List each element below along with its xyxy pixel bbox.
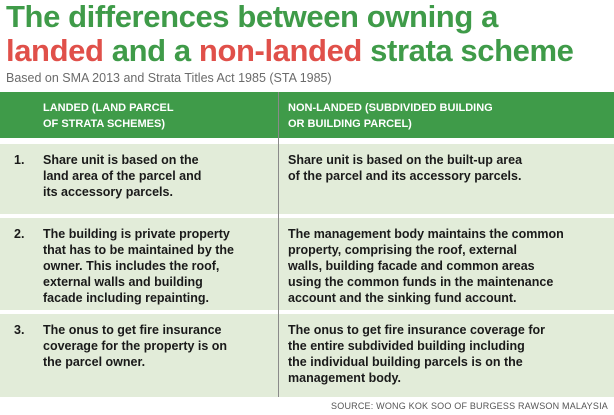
text-line: The onus to get fire insurance [43, 323, 222, 337]
text-line: its accessory parcels. [43, 185, 173, 199]
row-non-landed-text [288, 322, 608, 386]
text-line: The building is private property [43, 227, 230, 241]
title-word-rest: strata scheme [361, 33, 574, 68]
text-line: Share unit is based on the built-up area [288, 153, 523, 167]
header-landed [43, 100, 263, 132]
table-row [0, 144, 614, 214]
text-line: The management body maintains the common [288, 227, 564, 241]
infographic-title [6, 0, 612, 68]
column-divider [278, 92, 279, 397]
row-number: 2. [14, 227, 25, 241]
header-non-landed-line-2: OR BUILDING PARCEL) [288, 118, 412, 130]
header-landed-line-1: LANDED (LAND PARCEL [43, 102, 174, 114]
text-line: account and the sinking fund account. [288, 291, 517, 305]
text-line: Share unit is based on the [43, 153, 199, 167]
text-line: of the parcel and its accessory parcels. [288, 169, 522, 183]
table-row [0, 218, 614, 310]
text-line: property, comprising the roof, external [288, 243, 517, 257]
text-line: the entire subdivided building including [288, 339, 525, 353]
row-number: 3. [14, 323, 25, 337]
row-landed-text [43, 226, 268, 306]
source-credit: SOURCE: WONG KOK SOO OF BURGESS RAWSON MALAYSIA [331, 401, 608, 411]
row-landed-text [43, 152, 268, 200]
text-line: owner. This includes the roof, [43, 259, 220, 273]
row-non-landed-text [288, 152, 608, 184]
row-landed-text [43, 322, 268, 370]
text-line: the individual building parcels is on the [288, 355, 523, 369]
text-line: external walls and building [43, 275, 203, 289]
text-line: that has to be maintained by the [43, 243, 234, 257]
title-line-1: The differences between owning a [6, 0, 498, 34]
text-line: facade including repainting. [43, 291, 209, 305]
text-line: management body. [288, 371, 401, 385]
header-non-landed-line-1: NON-LANDED (SUBDIVIDED BUILDING [288, 102, 493, 114]
text-line: land area of the parcel and [43, 169, 202, 183]
table-row [0, 314, 614, 397]
comparison-table [0, 92, 614, 397]
title-word-and-a: and a [103, 33, 199, 68]
title-word-non-landed: non-landed [198, 33, 362, 68]
text-line: the parcel owner. [43, 355, 146, 369]
title-word-landed: landed [6, 33, 104, 68]
text-line: coverage for the property is on [43, 339, 228, 353]
text-line: The onus to get fire insurance coverage for [288, 323, 546, 337]
subtitle: Based on SMA 2013 and Strata Titles Act 1985 (STA 1985) [6, 71, 332, 85]
header-non-landed [288, 100, 608, 132]
header-landed-line-2: OF STRATA SCHEMES) [43, 118, 166, 130]
row-number: 1. [14, 153, 25, 167]
text-line: walls, building facade and common areas [288, 259, 535, 273]
text-line: using the common funds in the maintenance [288, 275, 554, 289]
row-non-landed-text [288, 226, 608, 306]
table-header-row [0, 92, 614, 138]
